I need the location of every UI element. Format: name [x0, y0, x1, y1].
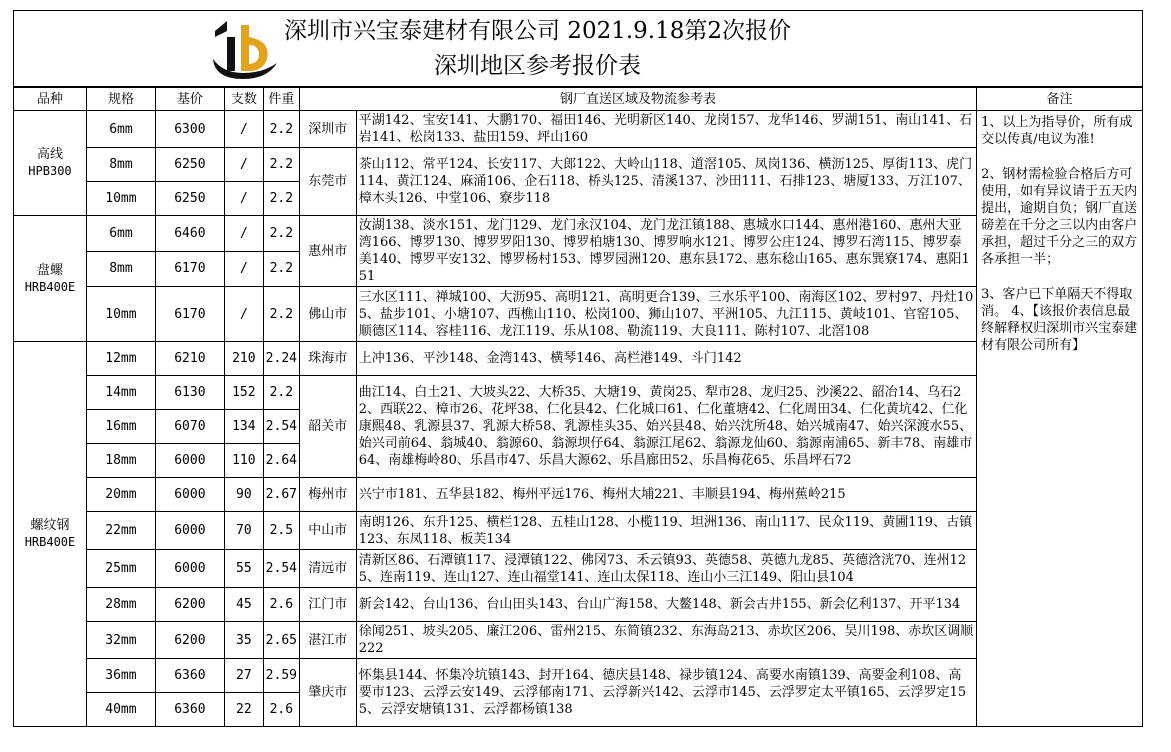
weight-cell: 2.67: [263, 478, 299, 512]
price-cell: 6210: [155, 342, 224, 376]
count-cell: 35: [224, 622, 263, 659]
table-row: [14, 342, 1143, 376]
table-row: [14, 478, 1143, 512]
spec-cell: 10mm: [86, 182, 155, 216]
region-city: 肇庆市: [299, 659, 356, 727]
count-cell: /: [224, 216, 263, 252]
price-sheet: [13, 10, 1143, 732]
region-routes: 上冲136、平沙148、金湾143、横琴146、高栏港149、斗门142: [356, 342, 976, 376]
header-company-line: 深圳市兴宝泰建材有限公司 2021.9.18第2次报价: [284, 18, 791, 44]
table-row: [14, 512, 1143, 550]
region-city: 惠州市: [299, 216, 356, 287]
product-cell: [14, 342, 87, 727]
table-row: [14, 148, 1143, 182]
weight-cell: 2.54: [263, 410, 299, 444]
spec-cell: 16mm: [86, 410, 155, 444]
weight-cell: 2.59: [263, 659, 299, 693]
region-city: 佛山市: [299, 287, 356, 342]
count-cell: 152: [224, 376, 263, 410]
price-cell: 6250: [155, 148, 224, 182]
price-cell: 6460: [155, 216, 224, 252]
product-name: 高线: [36, 147, 63, 162]
count-cell: 134: [224, 410, 263, 444]
notes-cell: [977, 111, 1143, 727]
region-city: 湛江市: [299, 622, 356, 659]
region-city: 梅州市: [299, 478, 356, 512]
region-routes: 兴宁市181、五华县182、梅州平远176、梅州大埔221、丰顺县194、梅州蕉岭215: [356, 478, 976, 512]
sheet-header: [13, 10, 1143, 87]
spec-cell: 12mm: [86, 342, 155, 376]
price-cell: 6000: [155, 478, 224, 512]
count-cell: 70: [224, 512, 263, 550]
price-cell: 6360: [155, 693, 224, 727]
region-city: 深圳市: [299, 111, 356, 148]
price-cell: 6250: [155, 182, 224, 216]
price-cell: 6200: [155, 588, 224, 622]
count-cell: 90: [224, 478, 263, 512]
product-grade: HRB400E: [24, 535, 76, 549]
spec-cell: 10mm: [86, 287, 155, 342]
col-header-delivery: 钢厂直送区域及物流参考表: [299, 88, 976, 111]
price-cell: 6000: [155, 512, 224, 550]
table-row: [14, 111, 1143, 148]
spec-cell: 32mm: [86, 622, 155, 659]
spec-cell: 22mm: [86, 512, 155, 550]
spec-cell: 14mm: [86, 376, 155, 410]
weight-cell: 2.65: [263, 622, 299, 659]
spec-cell: 6mm: [86, 216, 155, 252]
weight-cell: 2.2: [263, 251, 299, 287]
price-cell: 6070: [155, 410, 224, 444]
region-city: 韶关市: [299, 376, 356, 478]
price-cell: 6000: [155, 444, 224, 478]
spec-cell: 6mm: [86, 111, 155, 148]
region-routes: 怀集县144、怀集冷坑镇143、封开164、德庆县148、禄步镇124、高要水南镇139、高要金利108、高要市123、云浮云安149、云浮郁南171、云浮新兴142、云浮市145、云浮罗定太平镇165、云浮罗定155、云浮安塘镇131、云浮都杨镇138: [356, 659, 976, 727]
region-city: 东莞市: [299, 148, 356, 216]
price-table: [13, 87, 1143, 727]
spec-cell: 28mm: [86, 588, 155, 622]
weight-cell: 2.24: [263, 342, 299, 376]
table-row: [14, 550, 1143, 588]
price-cell: 6000: [155, 550, 224, 588]
region-routes: 曲江14、白土21、大坡头22、大桥35、大塘19、黄岗25、犁市28、龙归25、沙溪22、韶冶14、乌石22、西联22、樟市26、花坪38、仁化县42、仁化城口61、仁化董塘42、仁化周田34、仁化黄坑42、仁化康熙48、乳源县37、乳源大桥58、乳源桂头35、始兴县48、始兴沈所48、始兴城南47、始兴深渡水55、始兴司前64、翁城40、翁源60、翁源坝仔64、翁源江尾62、翁源龙仙60、翁源南浦65、新丰78、南雄市64、南雄梅岭80、乐昌市47、乐昌大源62、乐昌廊田52、乐昌梅花65、乐昌坪石72: [356, 376, 976, 478]
weight-cell: 2.64: [263, 444, 299, 478]
region-routes: 汝湖138、淡水151、龙门129、龙门永汉104、龙门龙江镇188、惠城水口144、惠州港160、惠州大亚湾166、博罗130、博罗罗阳130、博罗柏塘130、博罗响水121、博罗公庄124、博罗石湾115、博罗泰美140、博罗平安132、博罗杨村153、博罗园洲120、惠东县172、惠东稔山165、惠东巽寮174、惠阳151: [356, 216, 976, 287]
spec-cell: 25mm: [86, 550, 155, 588]
count-cell: 210: [224, 342, 263, 376]
count-cell: /: [224, 287, 263, 342]
region-routes: 徐闻251、坡头205、廉江206、雷州215、东简镇232、东海岛213、赤坎区206、吴川198、赤坎区调顺222: [356, 622, 976, 659]
table-row: [14, 588, 1143, 622]
weight-cell: 2.2: [263, 216, 299, 252]
weight-cell: 2.2: [263, 148, 299, 182]
table-row: [14, 287, 1143, 342]
product-grade: HPB300: [28, 164, 72, 178]
count-cell: 22: [224, 693, 263, 727]
spec-cell: 36mm: [86, 659, 155, 693]
company-logo: [197, 15, 287, 85]
spec-cell: 8mm: [86, 148, 155, 182]
count-cell: /: [224, 111, 263, 148]
spec-cell: 18mm: [86, 444, 155, 478]
region-routes: 南朗126、东升125、横栏128、五桂山128、小榄119、坦洲136、南山117、民众119、黄圃119、古镇123、东凤118、板芙134: [356, 512, 976, 550]
product-name: 盘螺: [36, 262, 63, 278]
note-item: 2、钢材需检验合格后方可使用，如有异议请于五天内提出，逾期自负；钢厂直送磅差在千分之三以内由客户承担，超过千分之三的双方各承担一半；: [981, 167, 1138, 267]
region-city: 江门市: [299, 588, 356, 622]
weight-cell: 2.6: [263, 588, 299, 622]
spec-cell: 8mm: [86, 251, 155, 287]
region-city: 中山市: [299, 512, 356, 550]
spec-cell: 40mm: [86, 693, 155, 727]
product-name: 螺纹钢: [30, 518, 70, 533]
col-header-count: 支数: [224, 88, 263, 111]
price-cell: 6170: [155, 287, 224, 342]
col-header-spec: 规格: [86, 88, 155, 111]
region-routes: 清新区86、石潭镇117、浸潭镇122、佛冈73、禾云镇93、英德58、英德九龙85、英德浛洸70、连州125、连南119、连山127、连山福堂141、连山太保118、连山小三江149、阳山县104: [356, 550, 976, 588]
price-cell: 6170: [155, 251, 224, 287]
col-header-weight: 件重: [263, 88, 299, 111]
product-cell: [14, 111, 87, 216]
count-cell: 45: [224, 588, 263, 622]
col-header-notes: 备注: [977, 88, 1143, 111]
price-cell: 6130: [155, 376, 224, 410]
product-grade: HRB400E: [24, 279, 76, 294]
count-cell: /: [224, 182, 263, 216]
table-row: [14, 659, 1143, 693]
weight-cell: 2.2: [263, 287, 299, 342]
table-row: [14, 216, 1143, 252]
region-city: 清远市: [299, 550, 356, 588]
weight-cell: 2.5: [263, 512, 299, 550]
weight-cell: 2.6: [263, 693, 299, 727]
weight-cell: 2.2: [263, 182, 299, 216]
region-routes: 新会142、台山136、台山田头143、台山广海158、大鳌148、新会古井155、新会亿利137、开平134: [356, 588, 976, 622]
price-cell: 6360: [155, 659, 224, 693]
table-row: [14, 376, 1143, 410]
note-item: 1、以上为指导价，所有成交以传真/电议为准!: [981, 115, 1133, 147]
region-routes: 三水区111、禅城100、大沥95、高明121、高明更合139、三水乐平100、南海区102、罗村97、丹灶105、盐步101、小塘107、西樵山110、松岗100、狮山107、平洲105、九江115、黄岐101、官窑105、顺德区114、容桂116、龙江119、乐从108、勒流119、大良111、陈村107、北滘108: [356, 287, 976, 342]
count-cell: 110: [224, 444, 263, 478]
table-row: [14, 622, 1143, 659]
header-subtitle: 深圳地区参考报价表: [434, 53, 641, 79]
col-header-variety: 品种: [14, 88, 87, 111]
count-cell: /: [224, 251, 263, 287]
header-row: [14, 88, 1143, 111]
spec-cell: 20mm: [86, 478, 155, 512]
region-routes: 茶山112、常平124、长安117、大郎122、大岭山118、道滘105、凤岗136、横沥125、厚街113、虎门114、黄江124、麻涌106、企石118、桥头125、清溪137、沙田111、石排123、塘厦133、万江107、樟木头126、中堂106、寮步118: [356, 148, 976, 216]
weight-cell: 2.2: [263, 111, 299, 148]
col-header-price: 基价: [155, 88, 224, 111]
price-cell: 6300: [155, 111, 224, 148]
count-cell: 55: [224, 550, 263, 588]
count-cell: 27: [224, 659, 263, 693]
count-cell: /: [224, 148, 263, 182]
weight-cell: 2.2: [263, 376, 299, 410]
region-routes: 平湖142、宝安141、大鹏170、福田146、光明新区140、龙岗157、龙华146、罗湖151、南山141、石岩141、松岗133、盐田159、坪山160: [356, 111, 976, 148]
region-city: 珠海市: [299, 342, 356, 376]
note-item: 3、客户已下单隔天不得取消。 4、【该报价表信息最终解释权归深圳市兴宝泰建材有限公司所有】: [981, 287, 1138, 353]
product-cell: [14, 216, 87, 342]
price-cell: 6200: [155, 622, 224, 659]
weight-cell: 2.54: [263, 550, 299, 588]
